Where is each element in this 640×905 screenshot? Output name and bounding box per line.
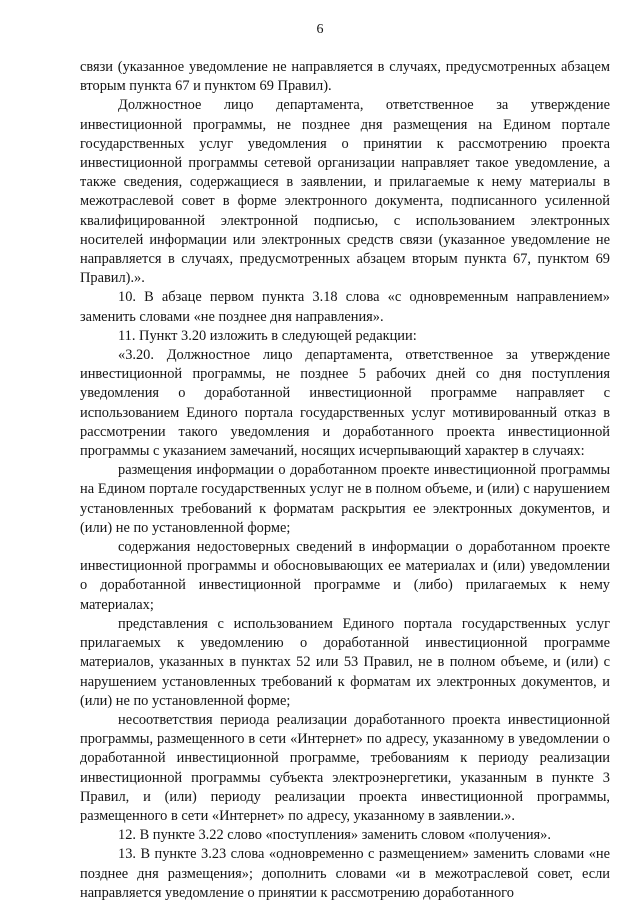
page-number: 6 — [316, 22, 324, 37]
paragraph: 11. Пункт 3.20 изложить в следующей редакции: — [118, 327, 417, 344]
paragraph: «3.20. Должностное лицо департамента, ответственное за утверждение инвестиционной программы, не позднее 5 рабочих дней со дня поступления уведомления о доработанной инвестиционной программе направляет с использованием Единого портала государственных услуг мотивированный отказ в рассмотрении такого уведомления и доработанного проекта инвестиционной программы с указанием замечаний, носящих исчерпывающий характер в случаях: — [80, 347, 610, 460]
paragraph: 10. В абзаце первом пункта 3.18 слова «с одновременным направлением» заменить словами «не позднее дня направления». — [80, 289, 610, 325]
paragraph: представления с использованием Единого портала государственных услуг прилагаемых к уведомлению о доработанной инвестиционной программе материалов, указанных в пунктах 52 или 53 Правил, не в полном объеме, и (или) с нарушением установленных требований к форматам их электронных документов, и (или) не по установленной форме; — [80, 615, 610, 709]
paragraph: размещения информации о доработанном проекте инвестиционной программы на Едином портале государственных услуг не в полном объеме, и (или) с нарушением установленных требований к форматам раскрытия ее электронных документов, и (или) не по установленной форме; — [80, 462, 610, 536]
paragraph: 12. В пункте 3.22 слово «поступления» заменить словом «получения». — [118, 827, 551, 844]
paragraph: содержания недостоверных сведений в информации о доработанном проекте инвестиционной программы и обосновывающих ее материалах и (или) уведомлении о доработанной инвестиционной программе и (либо) прилагаемых к нему материалах; — [80, 539, 610, 613]
paragraph: Должностное лицо департамента, ответственное за утверждение инвестиционной программы, не позднее дня размещения на Едином портале государственных услуг уведомления о принятии к рассмотрению проекта инвестиционной программы сетевой организации направляет такое уведомление, а также сведения, содержащиеся в заявлении, и прилагаемые к нему материалы в межотраслевой совет в форме электронного документа, подписанного усиленной квалифицированной электронной подписью, с использованием электронных носителей информации или электронных средств связи (указанное уведомление не направляется в случаях, предусмотренных абзацем вторым пункта 67, пунктом 69 Правил).». — [80, 97, 610, 287]
paragraph: 13. В пункте 3.23 слова «одновременно с размещением» заменить словами «не позднее дня размещения»; дополнить словами «и в межотраслевой совет, если направляется уведомление о принятии к рассмотрению доработанного — [80, 846, 610, 901]
document-body — [80, 58, 610, 903]
paragraph: несоответствия периода реализации доработанного проекта инвестиционной программы, размещенного в сети «Интернет» по адресу, указанному в уведомлении о доработанной инвестиционной программе, требованиям к периоду реализации инвестиционной программы субъекта электроэнергетики, указанным в пункте 3 Правил, и (или) периоду реализации проекта инвестиционной программы, размещенного в сети «Интернет» по адресу, указанному в заявлении.». — [80, 711, 610, 824]
paragraph: связи (указанное уведомление не направляется в случаях, предусмотренных абзацем вторым пункта 67 и пунктом 69 Правил). — [80, 59, 610, 95]
